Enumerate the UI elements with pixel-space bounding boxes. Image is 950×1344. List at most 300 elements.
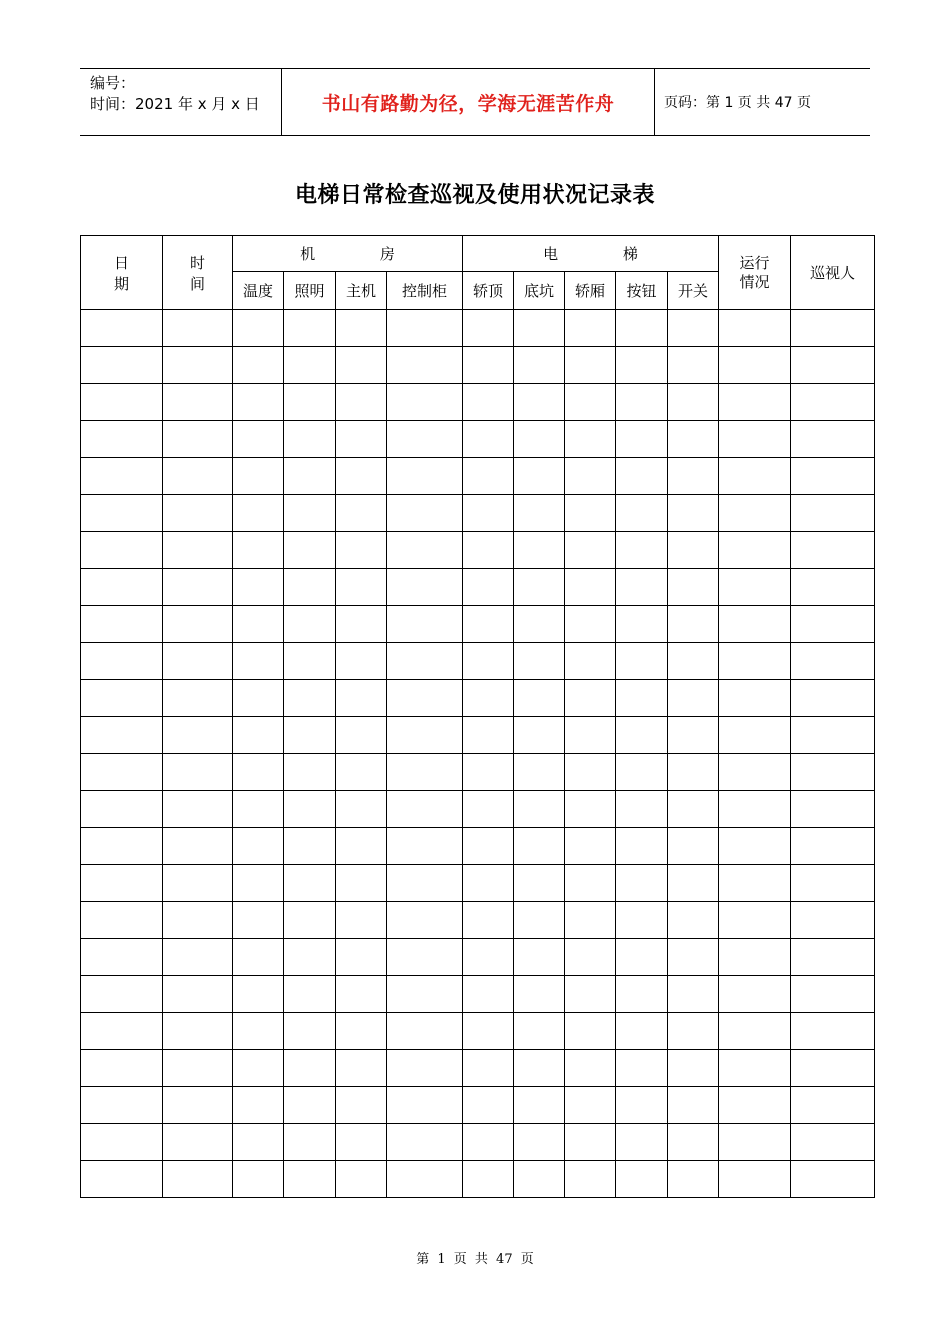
table-cell [233,347,284,384]
table-cell [163,347,233,384]
table-cell [616,310,668,347]
table-cell [668,606,719,643]
table-cell [163,532,233,569]
table-cell [284,643,336,680]
table-cell [81,347,163,384]
table-cell [387,421,463,458]
table-cell [163,384,233,421]
table-cell [387,310,463,347]
table-cell [719,976,791,1013]
table-cell [336,1161,387,1198]
table-cell [163,606,233,643]
table-cell [565,532,616,569]
table-cell [616,791,668,828]
table-cell [336,1087,387,1124]
table-cell [163,717,233,754]
table-cell [463,939,514,976]
table-cell [336,458,387,495]
table-cell [163,1050,233,1087]
table-row [81,1013,875,1050]
header-page-info: 页码：第 1 页 共 47 页 [664,95,811,111]
column-header-inspector: 巡视人 [791,236,875,310]
table-cell [463,532,514,569]
table-cell [387,643,463,680]
table-cell [463,384,514,421]
table-cell [668,495,719,532]
table-cell [387,606,463,643]
table-cell [163,421,233,458]
table-cell [387,458,463,495]
table-cell [791,865,875,902]
table-cell [719,384,791,421]
table-row [81,569,875,606]
table-cell [233,828,284,865]
table-cell [514,791,565,828]
table-cell [163,791,233,828]
table-cell [719,902,791,939]
table-row [81,384,875,421]
table-cell [387,791,463,828]
table-cell [514,1013,565,1050]
table-cell [81,1087,163,1124]
table-cell [336,569,387,606]
table-row [81,754,875,791]
table-cell [668,347,719,384]
table-cell [514,569,565,606]
form-title: 电梯日常检查巡视及使用状况记录表 [294,182,655,208]
table-cell [81,902,163,939]
table-cell [616,458,668,495]
table-cell [233,1013,284,1050]
table-cell [163,569,233,606]
record-table-body [81,310,875,1198]
table-cell [514,865,565,902]
document-date-label: 时间：2021 年 x 月 x 日 [90,95,260,113]
table-cell [284,569,336,606]
table-cell [565,310,616,347]
group-header-machine-room: 机 房 [233,236,463,272]
table-cell [463,1161,514,1198]
table-cell [284,828,336,865]
table-cell [514,347,565,384]
table-cell [163,902,233,939]
table-cell [163,754,233,791]
table-cell [387,569,463,606]
column-header-pit: 底坑 [514,272,565,310]
table-cell [81,458,163,495]
table-cell [791,1050,875,1087]
table-cell [791,717,875,754]
table-cell [163,458,233,495]
table-row [81,1124,875,1161]
table-cell [387,1013,463,1050]
table-cell [387,865,463,902]
table-cell [336,310,387,347]
column-header-car-top: 轿顶 [463,272,514,310]
table-cell [336,865,387,902]
table-cell [336,384,387,421]
table-cell [791,939,875,976]
table-cell [514,939,565,976]
table-cell [565,347,616,384]
table-cell [463,310,514,347]
table-cell [336,606,387,643]
table-cell [81,828,163,865]
table-cell [719,495,791,532]
table-cell [81,791,163,828]
table-cell [387,976,463,1013]
table-cell [463,902,514,939]
table-cell [81,643,163,680]
table-cell [163,976,233,1013]
table-cell [565,606,616,643]
table-cell [668,569,719,606]
table-cell [616,347,668,384]
table-cell [336,1050,387,1087]
table-cell [616,828,668,865]
table-cell [463,495,514,532]
table-cell [81,1050,163,1087]
table-cell [233,976,284,1013]
table-cell [514,532,565,569]
table-cell [284,347,336,384]
table-cell [514,1161,565,1198]
column-header-operation-status [719,236,791,310]
table-cell [233,902,284,939]
table-cell [81,495,163,532]
table-cell [514,754,565,791]
table-cell [719,939,791,976]
table-cell [233,310,284,347]
table-cell [616,717,668,754]
table-cell [719,347,791,384]
table-cell [719,754,791,791]
column-header-time: 时 间 [163,236,233,310]
table-cell [616,1050,668,1087]
table-cell [565,976,616,1013]
document-header [80,68,870,136]
table-cell [668,310,719,347]
table-cell [565,421,616,458]
table-cell [233,1124,284,1161]
table-cell [163,1013,233,1050]
table-cell [284,1050,336,1087]
table-cell [387,902,463,939]
table-cell [284,976,336,1013]
table-cell [233,680,284,717]
table-cell [514,384,565,421]
table-cell [387,347,463,384]
table-cell [668,754,719,791]
table-cell [81,865,163,902]
table-cell [463,458,514,495]
table-cell [284,310,336,347]
table-cell [463,828,514,865]
table-cell [616,421,668,458]
table-cell [387,717,463,754]
table-row [81,458,875,495]
table-cell [284,421,336,458]
table-cell [514,495,565,532]
table-cell [387,680,463,717]
table-cell [668,939,719,976]
table-row [81,495,875,532]
table-cell [336,828,387,865]
table-cell [233,1050,284,1087]
table-cell [668,384,719,421]
table-cell [565,1013,616,1050]
table-cell [719,643,791,680]
table-cell [791,643,875,680]
table-cell [514,680,565,717]
table-cell [233,643,284,680]
table-row [81,310,875,347]
table-cell [791,828,875,865]
table-cell [616,495,668,532]
table-cell [616,1087,668,1124]
table-cell [791,569,875,606]
table-cell [463,643,514,680]
table-cell [514,606,565,643]
table-cell [791,384,875,421]
table-cell [514,902,565,939]
table-cell [719,1050,791,1087]
table-row [81,791,875,828]
table-cell [791,1124,875,1161]
table-cell [163,680,233,717]
table-cell [668,421,719,458]
table-cell [163,939,233,976]
table-row [81,865,875,902]
table-cell [336,717,387,754]
table-cell [387,828,463,865]
table-cell [463,347,514,384]
page-footer: 第 1 页 共 47 页 [416,1252,534,1267]
table-cell [791,421,875,458]
table-row [81,421,875,458]
table-cell [163,865,233,902]
table-cell [514,421,565,458]
table-cell [387,1161,463,1198]
table-cell [387,384,463,421]
header-row-groups [81,236,875,272]
table-cell [284,791,336,828]
table-cell [336,495,387,532]
table-cell [284,865,336,902]
table-cell [336,680,387,717]
table-cell [336,902,387,939]
table-cell [463,1013,514,1050]
table-cell [668,717,719,754]
table-cell [565,1050,616,1087]
table-cell [616,384,668,421]
table-cell [387,1050,463,1087]
table-cell [565,495,616,532]
table-cell [463,1124,514,1161]
table-cell [233,606,284,643]
table-cell [719,606,791,643]
column-header-control-cabinet: 控制柜 [387,272,463,310]
table-cell [387,1124,463,1161]
table-cell [719,1087,791,1124]
table-cell [514,310,565,347]
table-cell [514,976,565,1013]
table-cell [668,1050,719,1087]
table-cell [387,939,463,976]
table-cell [284,532,336,569]
table-cell [616,1124,668,1161]
table-cell [719,1124,791,1161]
table-cell [668,828,719,865]
table-cell [336,754,387,791]
table-row [81,1161,875,1198]
table-cell [565,717,616,754]
table-cell [81,754,163,791]
table-row [81,532,875,569]
table-cell [284,384,336,421]
table-cell [284,1087,336,1124]
column-header-temperature: 温度 [233,272,284,310]
table-cell [791,495,875,532]
table-cell [616,865,668,902]
table-row [81,902,875,939]
header-meta [90,73,260,115]
table-cell [514,1087,565,1124]
table-cell [791,1013,875,1050]
table-cell [565,754,616,791]
table-cell [163,1087,233,1124]
table-cell [791,976,875,1013]
table-cell [565,1124,616,1161]
table-cell [668,680,719,717]
table-cell [336,1013,387,1050]
table-cell [616,1161,668,1198]
table-cell [233,458,284,495]
table-cell [565,791,616,828]
table-cell [81,976,163,1013]
table-cell [387,1087,463,1124]
table-cell [791,1087,875,1124]
table-cell [233,569,284,606]
record-table [80,235,875,1198]
table-cell [81,680,163,717]
table-cell [81,606,163,643]
table-cell [387,532,463,569]
table-cell [565,828,616,865]
table-row [81,939,875,976]
table-cell [233,1161,284,1198]
table-cell [668,902,719,939]
table-cell [791,310,875,347]
table-cell [233,1087,284,1124]
table-cell [565,680,616,717]
table-cell [565,939,616,976]
table-cell [284,1161,336,1198]
table-cell [233,791,284,828]
table-row [81,606,875,643]
table-cell [616,754,668,791]
table-cell [81,310,163,347]
table-cell [565,643,616,680]
table-cell [668,976,719,1013]
table-cell [616,939,668,976]
table-cell [284,717,336,754]
table-cell [719,791,791,828]
table-cell [463,717,514,754]
table-cell [387,495,463,532]
column-header-lighting: 照明 [284,272,336,310]
table-cell [284,1013,336,1050]
table-cell [791,791,875,828]
column-header-main-unit: 主机 [336,272,387,310]
table-cell [233,717,284,754]
table-cell [668,643,719,680]
operation-status-line2: 情况 [739,272,770,291]
table-cell [565,1087,616,1124]
table-cell [81,421,163,458]
table-cell [163,1124,233,1161]
table-cell [719,458,791,495]
table-cell [668,865,719,902]
table-row [81,717,875,754]
table-cell [81,717,163,754]
table-cell [719,1013,791,1050]
table-cell [565,1161,616,1198]
table-cell [616,643,668,680]
table-cell [233,384,284,421]
table-cell [163,828,233,865]
table-cell [163,1161,233,1198]
table-cell [81,384,163,421]
table-cell [387,754,463,791]
table-cell [514,1124,565,1161]
table-cell [284,1124,336,1161]
column-header-switch: 开关 [668,272,719,310]
header-divider-right [654,69,655,135]
table-cell [463,606,514,643]
table-cell [719,1161,791,1198]
table-cell [514,643,565,680]
table-cell [514,458,565,495]
table-cell [336,421,387,458]
table-cell [791,532,875,569]
table-cell [233,532,284,569]
table-cell [463,791,514,828]
table-cell [616,976,668,1013]
table-cell [284,939,336,976]
table-cell [791,1161,875,1198]
table-cell [233,421,284,458]
table-cell [284,458,336,495]
table-cell [616,680,668,717]
table-cell [791,347,875,384]
table-cell [463,1050,514,1087]
table-cell [81,1161,163,1198]
table-cell [284,754,336,791]
table-cell [565,384,616,421]
table-cell [719,828,791,865]
operation-status-line1: 运行 [739,253,770,272]
table-cell [719,569,791,606]
table-cell [81,1124,163,1161]
table-cell [336,1124,387,1161]
table-cell [514,1050,565,1087]
table-cell [81,1013,163,1050]
table-cell [163,643,233,680]
table-cell [668,458,719,495]
table-cell [668,1087,719,1124]
table-cell [719,865,791,902]
